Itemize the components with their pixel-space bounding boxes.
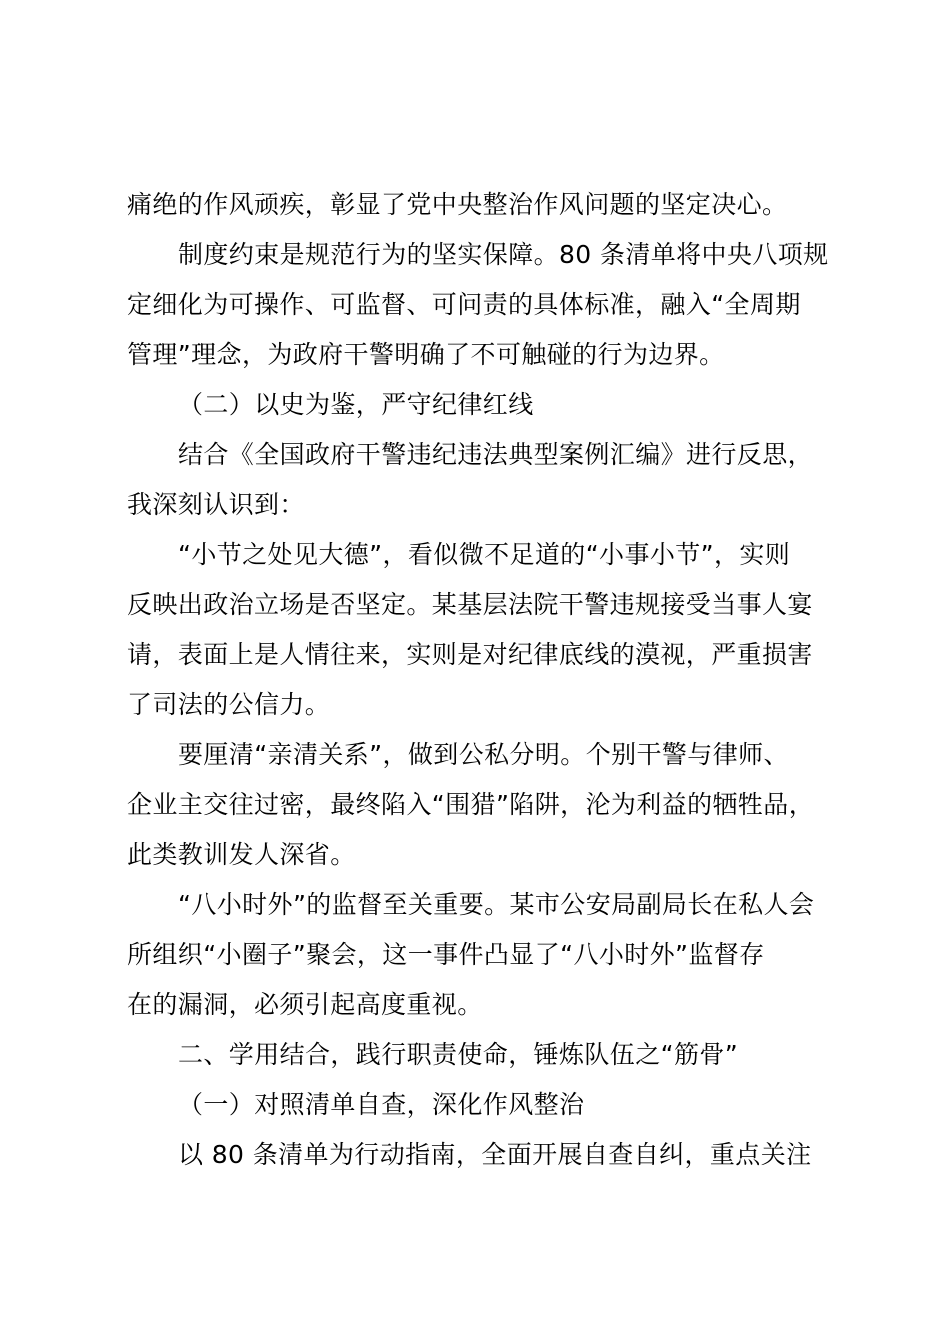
paragraph-line: 以 80 条清单为行动指南，全面开展自查自纠，重点关注 <box>178 1140 812 1169</box>
paragraph-line: 结合《全国政府干警违纪违法典型案例汇编》进行反思， <box>178 440 814 469</box>
paragraph-line: 反映出政治立场是否坚定。某基层法院干警违规接受当事人宴 <box>127 590 813 619</box>
paragraph-line: 此类教训发人深省。 <box>127 840 356 869</box>
paragraph-line: 在的漏洞，必须引起高度重视。 <box>127 990 483 1019</box>
paragraph-line: 制度约束是规范行为的坚实保障。80 条清单将中央八项规 <box>178 240 829 269</box>
paragraph-line: 要厘清“亲清关系”，做到公私分明。个别干警与律师、 <box>178 740 789 769</box>
section-heading: 二、学用结合，践行职责使命，锤炼队伍之“筋骨” <box>178 1040 739 1069</box>
section-heading: （二）以史为鉴，严守纪律红线 <box>178 390 534 419</box>
paragraph-line: 请，表面上是人情往来，实则是对纪律底线的漠视，严重损害 <box>127 640 813 669</box>
subsection-heading: （一）对照清单自查，深化作风整治 <box>178 1090 585 1119</box>
paragraph-line: 我深刻认识到： <box>127 490 305 519</box>
paragraph-line: “八小时外”的监督至关重要。某市公安局副局长在私人会 <box>178 890 815 919</box>
paragraph-line: “小节之处见大德”，看似微不足道的“小事小节”，实则 <box>178 540 791 569</box>
paragraph-line: 定细化为可操作、可监督、可问责的具体标准，融入“全周期 <box>127 290 801 319</box>
paragraph-line: 了司法的公信力。 <box>127 690 331 719</box>
paragraph-line: 所组织“小圈子”聚会，这一事件凸显了“八小时外”监督存 <box>127 940 765 969</box>
paragraph-line: 痛绝的作风顽疾，彰显了党中央整治作风问题的坚定决心。 <box>127 190 788 219</box>
paragraph-line: 管理”理念，为政府干警明确了不可触碰的行为边界。 <box>127 340 725 369</box>
paragraph-line: 企业主交往过密，最终陷入“围猎”陷阱，沦为利益的牺牲品， <box>127 790 815 819</box>
